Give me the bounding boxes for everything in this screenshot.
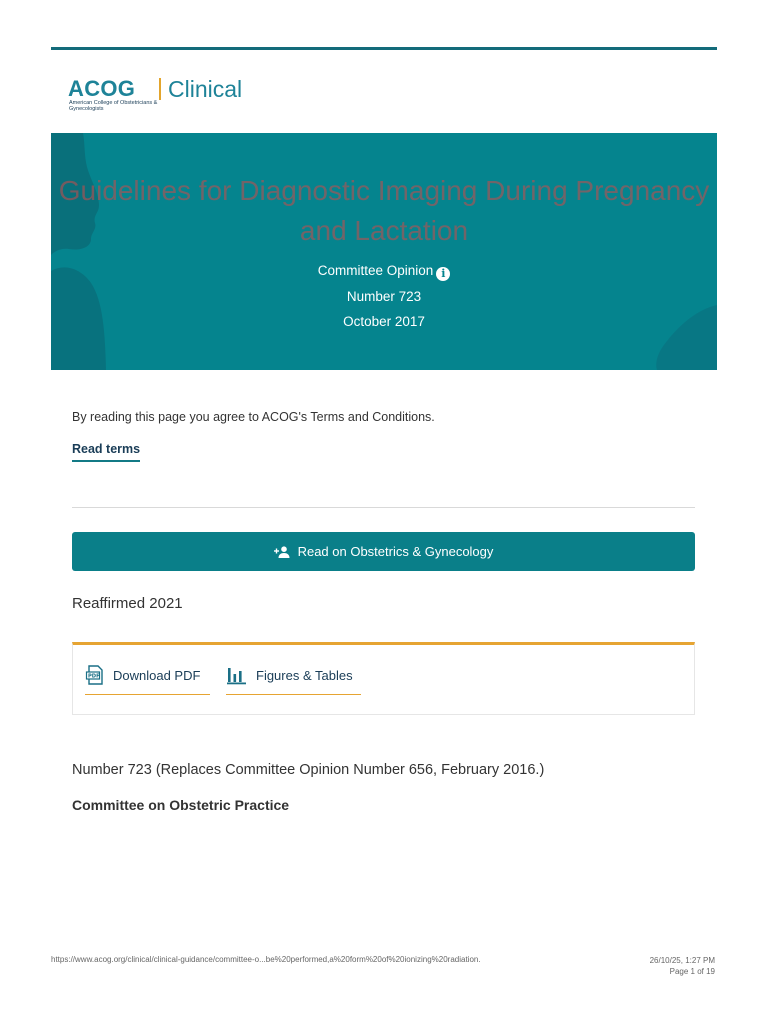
logo-subtitle: American College of Obstetricians & Gynecologists (69, 100, 158, 112)
read-terms-link[interactable]: Read terms (72, 442, 140, 462)
logo-product: Clinical (168, 76, 243, 102)
acog-logo[interactable] (68, 76, 308, 116)
doc-number: Number 723 (346, 289, 422, 304)
bar-chart-icon (226, 665, 248, 685)
document-tools (72, 642, 695, 715)
read-on-journal-label: Read on Obstetrics & Gynecology (297, 544, 494, 559)
svg-text:PDF: PDF (88, 673, 100, 680)
section-divider (72, 507, 695, 508)
pdf-icon (85, 665, 105, 685)
silhouette-illustration (51, 133, 717, 370)
info-icon[interactable]: i (436, 267, 450, 281)
doc-type: Committee Opinion (317, 263, 434, 278)
footer-meta (650, 955, 715, 977)
read-on-journal-button[interactable] (72, 532, 695, 571)
doc-type-line (51, 263, 717, 281)
footer-datetime: 26/10/25, 1:27 PM (649, 956, 715, 965)
logo-wordmark: ACOG (68, 76, 136, 101)
committee-name: Committee on Obstetric Practice (72, 797, 290, 813)
reaffirmed-status: Reaffirmed 2021 (72, 595, 183, 612)
download-pdf-button[interactable] (85, 665, 210, 695)
footer-page: Page 1 of 19 (669, 967, 715, 976)
top-rule (51, 47, 717, 50)
add-person-icon (274, 546, 290, 558)
logo-divider (159, 78, 161, 100)
replaces-note: Number 723 (Replaces Committee Opinion Number 656, February 2016.) (72, 762, 545, 778)
doc-date: October 2017 (343, 314, 425, 329)
figures-tables-button[interactable] (226, 665, 361, 695)
download-pdf-label: Download PDF (113, 668, 201, 683)
figures-tables-label: Figures & Tables (256, 668, 353, 683)
hero-banner (51, 133, 717, 370)
footer-url: https://www.acog.org/clinical/clinical-guidance/committee-o...be%20performed,a%20form%20of%20ionizing%20radiation. (51, 955, 481, 964)
page-title: Guidelines for Diagnostic Imaging During Pregnancy and Lactation (58, 175, 710, 246)
terms-notice: By reading this page you agree to ACOG's Terms and Conditions. (72, 410, 435, 424)
